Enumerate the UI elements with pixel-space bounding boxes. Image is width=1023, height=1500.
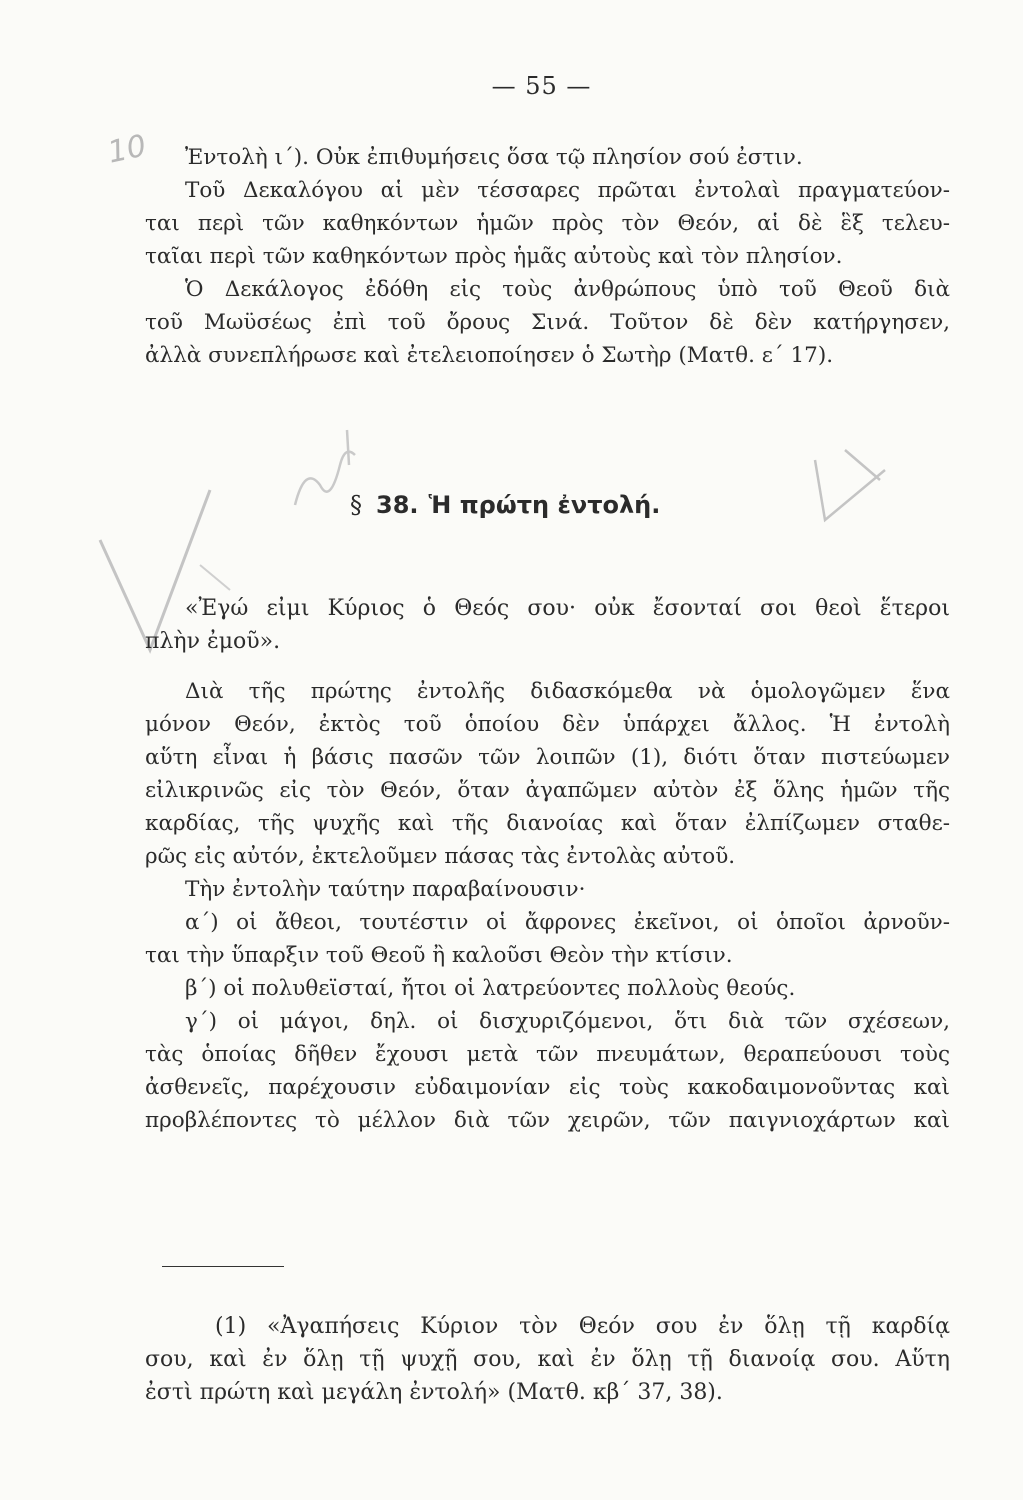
body-line: ται τὴν ὕπαρξιν τοῦ Θεοῦ ἢ καλοῦσι Θεὸν τὴν κτίσιν. xyxy=(145,943,733,968)
body-line: γ΄) οἱ μάγοι, δηλ. οἱ δισχυριζόμενοι, ὅτι διὰ τῶν σχέσεων, xyxy=(185,1009,950,1034)
body-line: προβλέποντες τὸ μέλλον διὰ τῶν χειρῶν, τῶν παιγνιοχάρτων καὶ xyxy=(145,1108,950,1133)
quote-line: πλὴν ἐμοῦ». xyxy=(145,629,281,654)
body-line: μόνον Θεόν, ἐκτὸς τοῦ ὁποίου δὲν ὑπάρχει ἄλλος. Ἡ ἐντολὴ xyxy=(145,712,950,737)
body-line: ἀσθενεῖς, παρέχουσιν εὐδαιμονίαν εἰς τοὺς κακοδαιμονοῦντας καὶ xyxy=(145,1075,950,1100)
page-number: — 55 — xyxy=(491,72,592,100)
footnote xyxy=(145,1310,950,1409)
body-line: τὰς ὁποίας δῆθεν ἔχουσι μετὰ τῶν πνευμάτων, θεραπεύουσι τοὺς xyxy=(145,1042,950,1067)
footnote-divider xyxy=(162,1266,284,1267)
intro-line: τοῦ Μωϋσέως ἐπὶ τοῦ ὄρους Σινά. Τοῦτον δὲ δὲν κατήργησεν, xyxy=(145,310,950,335)
body-line: αὕτη εἶναι ἡ βάσις πασῶν τῶν λοιπῶν (1), διότι ὅταν πιστεύωμεν xyxy=(145,745,950,770)
intro-line: ἀλλὰ συνεπλήρωσε καὶ ἐτελειοποίησεν ὁ Σωτὴρ (Ματθ. ε΄ 17). xyxy=(145,343,834,368)
pencil-check-mark-right xyxy=(805,440,895,530)
footnote-line: (1) «Ἀγαπήσεις Κύριον τὸν Θεόν σου ἐν ὅλῃ τῇ καρδίᾳ xyxy=(215,1314,950,1339)
commandment-quote xyxy=(145,592,950,658)
intro-line: ται περὶ τῶν καθηκόντων ἡμῶν πρὸς τὸν Θεόν, αἱ δὲ ἓξ τελευ- xyxy=(145,211,950,236)
quote-line: «Ἐγώ εἰμι Κύριος ὁ Θεός σου· οὐκ ἔσονταί σοι θεοὶ ἕτεροι xyxy=(185,596,950,621)
body-line: Τὴν ἐντολὴν ταύτην παραβαίνουσιν· xyxy=(185,877,586,902)
intro-paragraphs xyxy=(145,141,950,372)
body-paragraphs xyxy=(145,675,950,1137)
body-line: εἰλικρινῶς εἰς τὸν Θεόν, ὅταν ἀγαπῶμεν αὐτὸν ἐξ ὅλης ἡμῶν τῆς xyxy=(145,778,950,803)
section-number: 38. xyxy=(376,491,419,519)
intro-line: Τοῦ Δεκαλόγου αἱ μὲν τέσσαρες πρῶται ἐντολαὶ πραγματεύον- xyxy=(185,178,950,203)
body-line: β΄) οἱ πολυθεϊσταί, ἤτοι οἱ λατρεύοντες πολλοὺς θεούς. xyxy=(185,976,796,1001)
body-line: Διὰ τῆς πρώτης ἐντολῆς διδασκόμεθα νὰ ὁμολογῶμεν ἕνα xyxy=(185,679,950,704)
body-line: ρῶς εἰς αὐτόν, ἐκτελοῦμεν πάσας τὰς ἐντολὰς αὐτοῦ. xyxy=(145,844,736,869)
footnote-line: ἐστὶ πρώτη καὶ μεγάλη ἐντολή» (Ματθ. κβ΄ 37, 38). xyxy=(145,1380,723,1405)
intro-line: Ὁ Δεκάλογος ἐδόθη εἰς τοὺς ἀνθρώπους ὑπὸ τοῦ Θεοῦ διὰ xyxy=(185,277,950,302)
intro-line: Ἐντολὴ ι΄). Οὐκ ἐπιθυμήσεις ὅσα τῷ πλησίον σού ἐστιν. xyxy=(185,145,803,170)
body-line: καρδίας, τῆς ψυχῆς καὶ τῆς διανοίας καὶ ὅταν ἐλπίζωμεν σταθε- xyxy=(145,811,950,836)
footnote-line: σου, καὶ ἐν ὅλῃ τῇ ψυχῇ σου, καὶ ἐν ὅλῃ τῇ διανοίᾳ σου. Αὕτη xyxy=(145,1347,950,1372)
margin-pencil-mark: 10 xyxy=(104,128,150,171)
intro-line: ταῖαι περὶ τῶν καθηκόντων πρὸς ἡμᾶς αὐτοὺς καὶ τὸν πλησίον. xyxy=(145,244,843,269)
section-heading xyxy=(350,491,660,519)
body-line: α΄) οἱ ἄθεοι, τουτέστιν οἱ ἄφρονες ἐκεῖνοι, οἱ ὁποῖοι ἀρνοῦν- xyxy=(185,910,950,935)
section-symbol: § xyxy=(350,491,362,519)
section-title: Ἡ πρώτη ἐντολή. xyxy=(428,491,661,519)
